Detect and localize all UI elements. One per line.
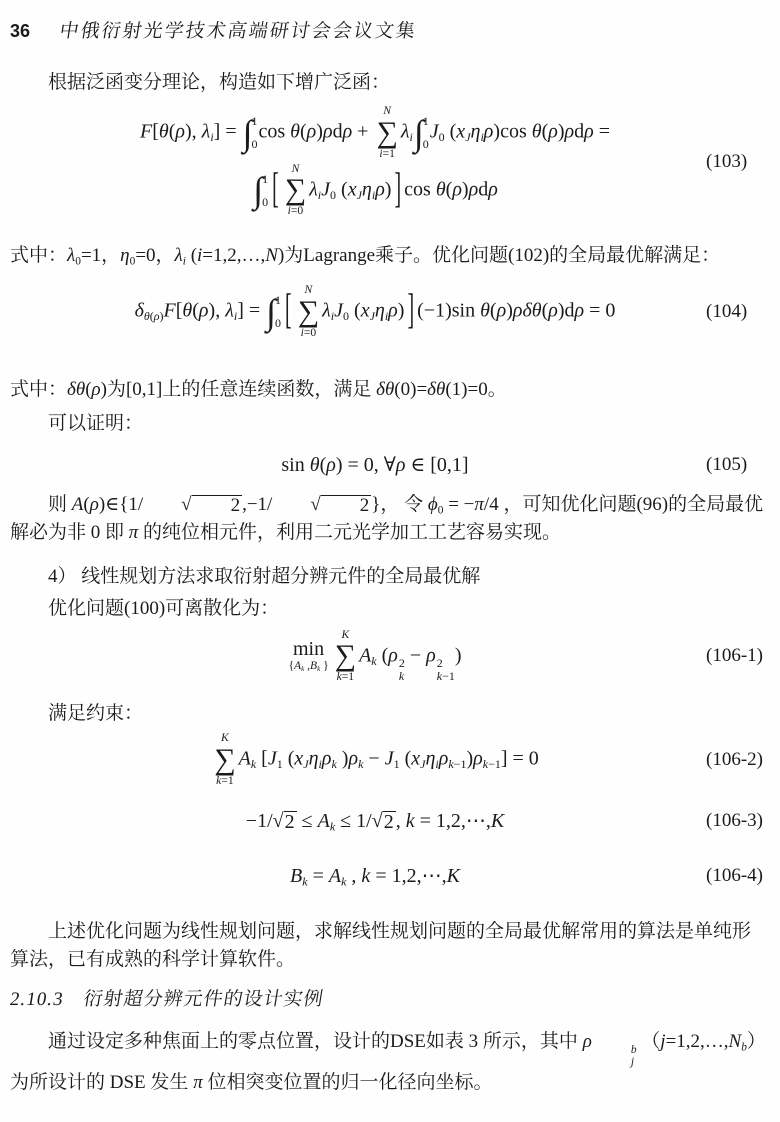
paragraph-constraints: 满足约束：	[48, 703, 144, 724]
page-number: 36	[10, 21, 31, 41]
equation-number: (106-4)	[706, 865, 763, 886]
paragraph-item4: 4） 线性规划方法求取衍射超分辨元件的全局最优解	[48, 565, 481, 587]
equation-number: (106-1)	[706, 645, 763, 667]
equation-106-2	[10, 732, 768, 788]
equation-103	[10, 105, 768, 218]
paragraph-simplex: 上述优化问题为线性规划问题，求解线性规划问题的全局最优解常用的算法是单纯形算法，已有成熟的科学计算软件。	[10, 920, 752, 970]
paragraph-final: 通过设定多种焦面上的零点位置，设计的DSE如表 3 所示，其中 ρ b j （j=1,2,…,Nb）为所设计的 DSE 发生 π 位相突变位置的归一化径向坐标。	[10, 1030, 766, 1093]
paragraph-eq104-note: 式中：δθ(ρ)为[0,1]上的任意连续函数，满足 δθ(0)=δθ(1)=0。	[10, 378, 507, 400]
equation-106-3	[10, 808, 768, 835]
equation-105	[10, 452, 768, 479]
equation-103-body	[10, 105, 706, 218]
paragraph-intro: 根据泛函变分理论，构造如下增广泛函：	[48, 72, 391, 93]
paragraph-conclusion: 则 A(ρ)∈{1/ √ 2 ,−1/ √ 2 }， 令 ϕ0 = −π/4 ，可知优化问题(96)的全局最优解必为非 0 即 π 的纯位相元件，利用二元光学加工工艺容易实现。	[10, 493, 764, 543]
equation-103-line1: F[θ(ρ), λi] = ∫ 1 0 cos θ(ρ)ρdρ + N ∑ i=1 λi ∫ 1 0 J0 (xJηiρ)cos θ(ρ)ρdρ =	[139, 104, 611, 160]
equation-105-body	[10, 452, 706, 479]
header-title: 中俄衍射光学技术高端研讨会会议文集	[58, 21, 419, 42]
equation-number: (103)	[706, 150, 748, 172]
equation-106-4-body	[10, 863, 706, 890]
equation-106-1-body	[10, 629, 706, 685]
equation-105-line1: sin θ(ρ) = 0, ∀ρ ∈ [0,1]	[281, 453, 469, 476]
equation-106-3-body	[10, 808, 706, 835]
paragraph-discretize: 优化问题(100)可离散化为：	[48, 597, 280, 619]
equation-104-line1: δθ(ρ)F[θ(ρ), λi] = ∫ 1 0 [ N ∑ i=0 λiJ0 (xJηiρ) ] (−1)sin θ(ρ)ρδθ(ρ)dρ = 0	[134, 283, 616, 339]
equation-106-1-line1: min {Ak ,Bk } K ∑ k=1 Ak (ρ 2 k − ρ 2 k−1 )	[288, 627, 462, 684]
equation-106-3-line1: −1/ √ 2 ≤ Ak ≤ 1/ √ 2 , k = 1,2,⋯,K	[245, 809, 505, 834]
equation-106-1	[10, 629, 768, 685]
equation-number: (106-2)	[706, 748, 763, 770]
equation-104-body	[10, 284, 706, 340]
paragraph-prove: 可以证明：	[48, 412, 144, 434]
equation-106-4-line1: Bk = Ak , k = 1,2,⋯,K	[290, 864, 460, 889]
equation-number: (106-3)	[706, 810, 763, 831]
equation-103-line2: ∫ 1 0 [ N ∑ i=0 λiJ0 (xJηiρ) ] cos θ(ρ)ρdρ	[253, 161, 498, 218]
equation-number: (105)	[706, 454, 748, 475]
equation-number: (104)	[706, 300, 748, 322]
paragraph-eq103-note: 式中：λ0=1，η0=0，λi (i=1,2,…,N)为Lagrange乘子。优化问题(102)的全局最优解满足：	[10, 245, 721, 268]
page-header	[10, 16, 768, 43]
equation-106-2-body	[10, 732, 706, 788]
equation-104	[10, 284, 768, 340]
section-heading: 2.10.3 衍射超分辨元件的设计实例	[8, 988, 326, 1010]
equation-106-2-line1: K ∑ k=1 Ak [J1 (xJηiρk )ρk − J1 (xJηiρk−1)ρk−1] = 0	[214, 731, 539, 787]
equation-106-4	[10, 863, 768, 890]
